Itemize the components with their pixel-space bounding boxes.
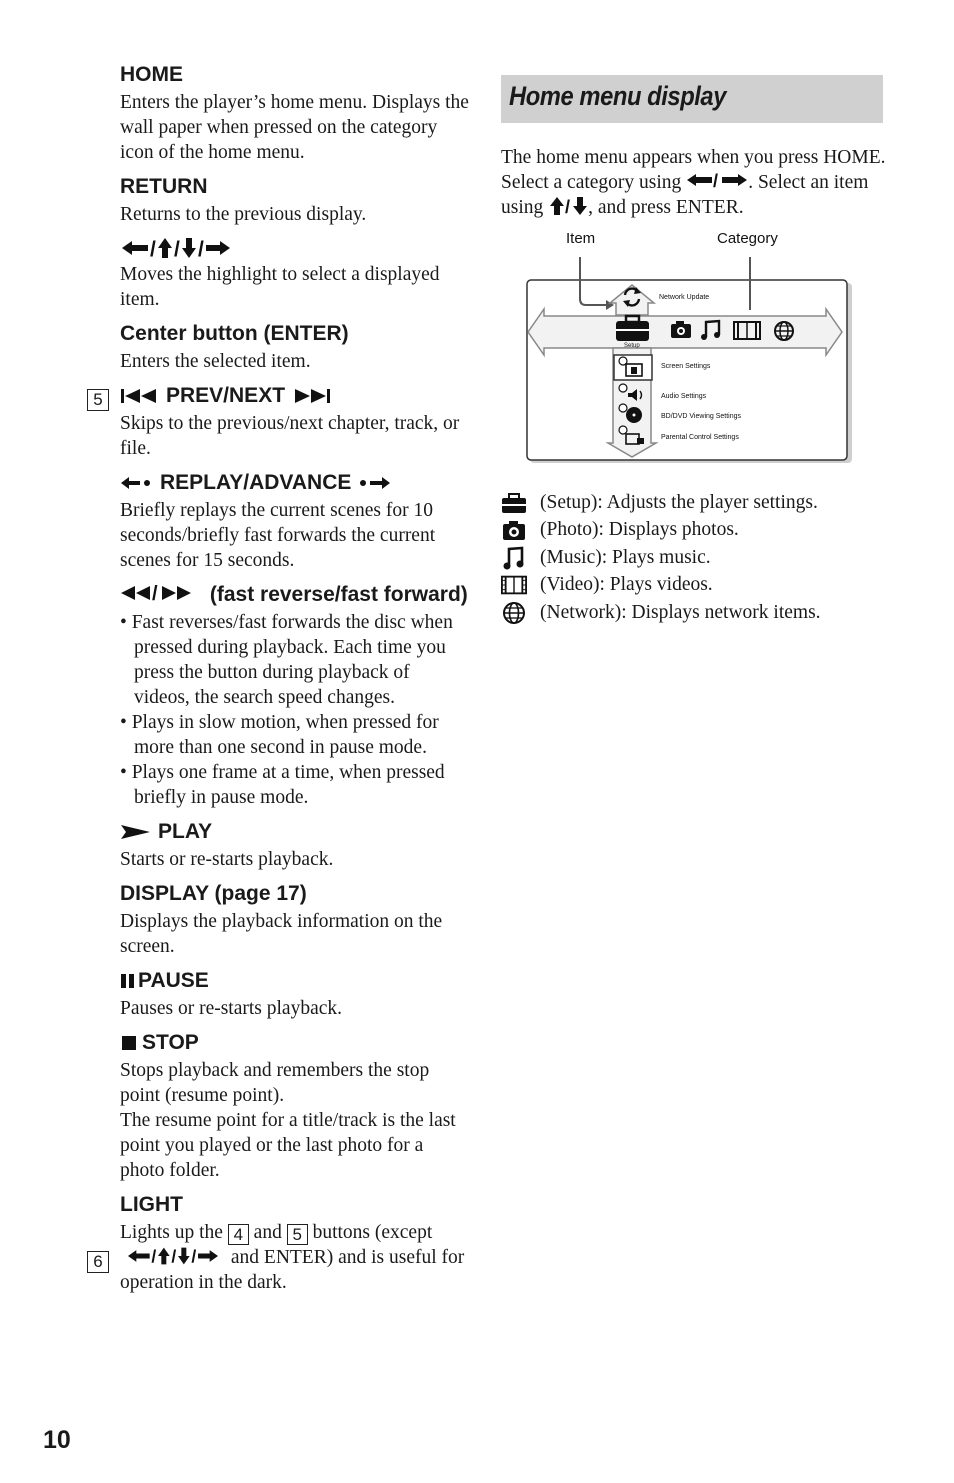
display-heading: [120, 881, 470, 907]
display-text: Displays the playback information on the screen.: [120, 911, 443, 957]
legend-text: (Photo): Displays photos.: [540, 519, 739, 541]
svg-text:/: /: [174, 238, 180, 260]
fast-bullet: • Plays one frame at a time, when pressed briefly in pause mode.: [120, 762, 445, 808]
center-heading: [120, 321, 470, 347]
setup-icon: [501, 491, 527, 515]
return-heading: [120, 174, 470, 200]
category-label: Category: [717, 230, 778, 247]
arrow-keys-icon: [120, 1246, 226, 1266]
center-title: Center button (ENTER): [120, 322, 349, 345]
legend-item-music: [501, 544, 921, 572]
home-title: HOME: [120, 63, 183, 86]
stop-text: The resume point for a title/track is the last point you played or the last photo for a photo folder.: [120, 1110, 456, 1181]
svg-text:/: /: [150, 238, 156, 260]
replay-title: REPLAY/ADVANCE: [160, 471, 352, 494]
previous-icon: [120, 387, 160, 405]
button-number-box: 4: [228, 1224, 249, 1245]
fast-bullet: • Plays in slow motion, when pressed for more than one second in pause mode.: [120, 712, 439, 758]
diagram-item-label: BD/DVD Viewing Settings: [661, 413, 742, 420]
item-label: Item: [566, 230, 596, 247]
button-number-box: 5: [287, 1224, 308, 1245]
arrow-keys-icon: [120, 236, 232, 260]
svg-text:/: /: [191, 1246, 197, 1266]
pause-text: Pauses or re-starts playback.: [120, 998, 343, 1019]
svg-text:/: /: [151, 1246, 157, 1266]
film-icon: [501, 573, 527, 597]
legend-text: (Setup): Adjusts the player settings.: [540, 491, 818, 513]
svg-text:/: /: [152, 584, 158, 602]
fast-title: (fast reverse/fast forward): [209, 583, 468, 606]
pause-heading: [120, 968, 470, 994]
legend-text: (Video): Plays videos.: [540, 574, 713, 596]
legend-item-photo: [501, 517, 921, 545]
arrows-heading: [120, 236, 470, 260]
play-heading: [120, 819, 470, 845]
section-title: Home menu display: [509, 81, 726, 111]
play-icon: [120, 823, 152, 841]
legend-text: (Music): Plays music.: [540, 546, 711, 568]
legend-item-setup: [501, 489, 921, 517]
section-number-6: 6: [87, 1251, 109, 1273]
advance-icon: [357, 474, 391, 492]
section-banner: [501, 75, 883, 123]
replay-heading: [120, 470, 470, 496]
home-heading: [120, 62, 470, 88]
legend-text: (Network): Displays network items.: [540, 601, 821, 623]
display-title: DISPLAY (page 17): [120, 882, 307, 905]
pause-icon: [120, 972, 136, 990]
stop-text: Stops playback and remembers the stop point (resume point).: [120, 1060, 430, 1106]
home-menu-diagram: [520, 225, 860, 470]
replay-icon: [120, 474, 154, 492]
return-text: Returns to the previous display.: [120, 204, 367, 225]
globe-icon: [501, 601, 527, 625]
svg-text:/: /: [171, 1246, 177, 1266]
light-heading: [120, 1192, 470, 1218]
light-title: LIGHT: [120, 1193, 183, 1216]
arrows-text: Moves the highlight to select a displayed item.: [120, 264, 440, 310]
svg-text:/: /: [565, 197, 571, 216]
camera-icon: [501, 518, 527, 542]
next-icon: [291, 387, 331, 405]
category-legend: [501, 489, 921, 627]
prevnext-text: Skips to the previous/next chapter, track, or file.: [120, 413, 460, 459]
play-text: Starts or re-starts playback.: [120, 849, 334, 870]
fast-reverse-forward-icon: [120, 584, 204, 602]
diagram-item-label: Screen Settings: [661, 363, 711, 370]
setup-label: Setup: [624, 343, 640, 349]
stop-icon: [120, 1034, 138, 1052]
light-text: Lights up the 4 and 5 buttons (except / / / and ENTER) and is useful for operation in the dark.: [120, 1222, 465, 1293]
home-menu-diagram-svg: [520, 225, 860, 470]
return-title: RETURN: [120, 175, 208, 198]
fast-heading: [120, 582, 470, 608]
diagram-item-label: Parental Control Settings: [661, 434, 739, 441]
prevnext-heading: [120, 383, 470, 409]
replay-text: Briefly replays the current scenes for 10 seconds/briefly fast forwards the current scenes for 15 seconds.: [120, 500, 436, 571]
section-number-5: 5: [87, 389, 109, 411]
film-icon: [734, 322, 760, 339]
intro-text: The home menu appears when you press HOME. Select a category using / . Select an item using / , and press ENTER.: [501, 147, 886, 218]
play-title: PLAY: [158, 820, 213, 843]
stop-title: STOP: [142, 1031, 199, 1054]
home-text: Enters the player’s home menu. Displays the wall paper when pressed on the category icon of the home menu.: [120, 92, 469, 163]
svg-text:/: /: [713, 171, 719, 189]
left-right-arrows-icon: [686, 171, 748, 189]
music-note-icon: [501, 546, 527, 570]
network-update-label: Network Update: [659, 294, 710, 301]
center-text: Enters the selected item.: [120, 351, 311, 372]
legend-item-network: [501, 599, 921, 627]
pause-title: PAUSE: [138, 969, 209, 992]
prevnext-title: PREV/NEXT: [166, 384, 286, 407]
fast-bullet: • Fast reverses/fast forwards the disc when pressed during playback. Each time you press the button during playback of videos, the search speed changes.: [120, 612, 453, 708]
legend-item-video: [501, 572, 921, 600]
svg-text:/: /: [198, 238, 204, 260]
stop-heading: [120, 1030, 470, 1056]
page-number: 10: [43, 1426, 71, 1454]
diagram-item-label: Audio Settings: [661, 393, 707, 400]
up-down-arrows-icon: [548, 196, 588, 216]
left-column: [120, 62, 470, 1295]
